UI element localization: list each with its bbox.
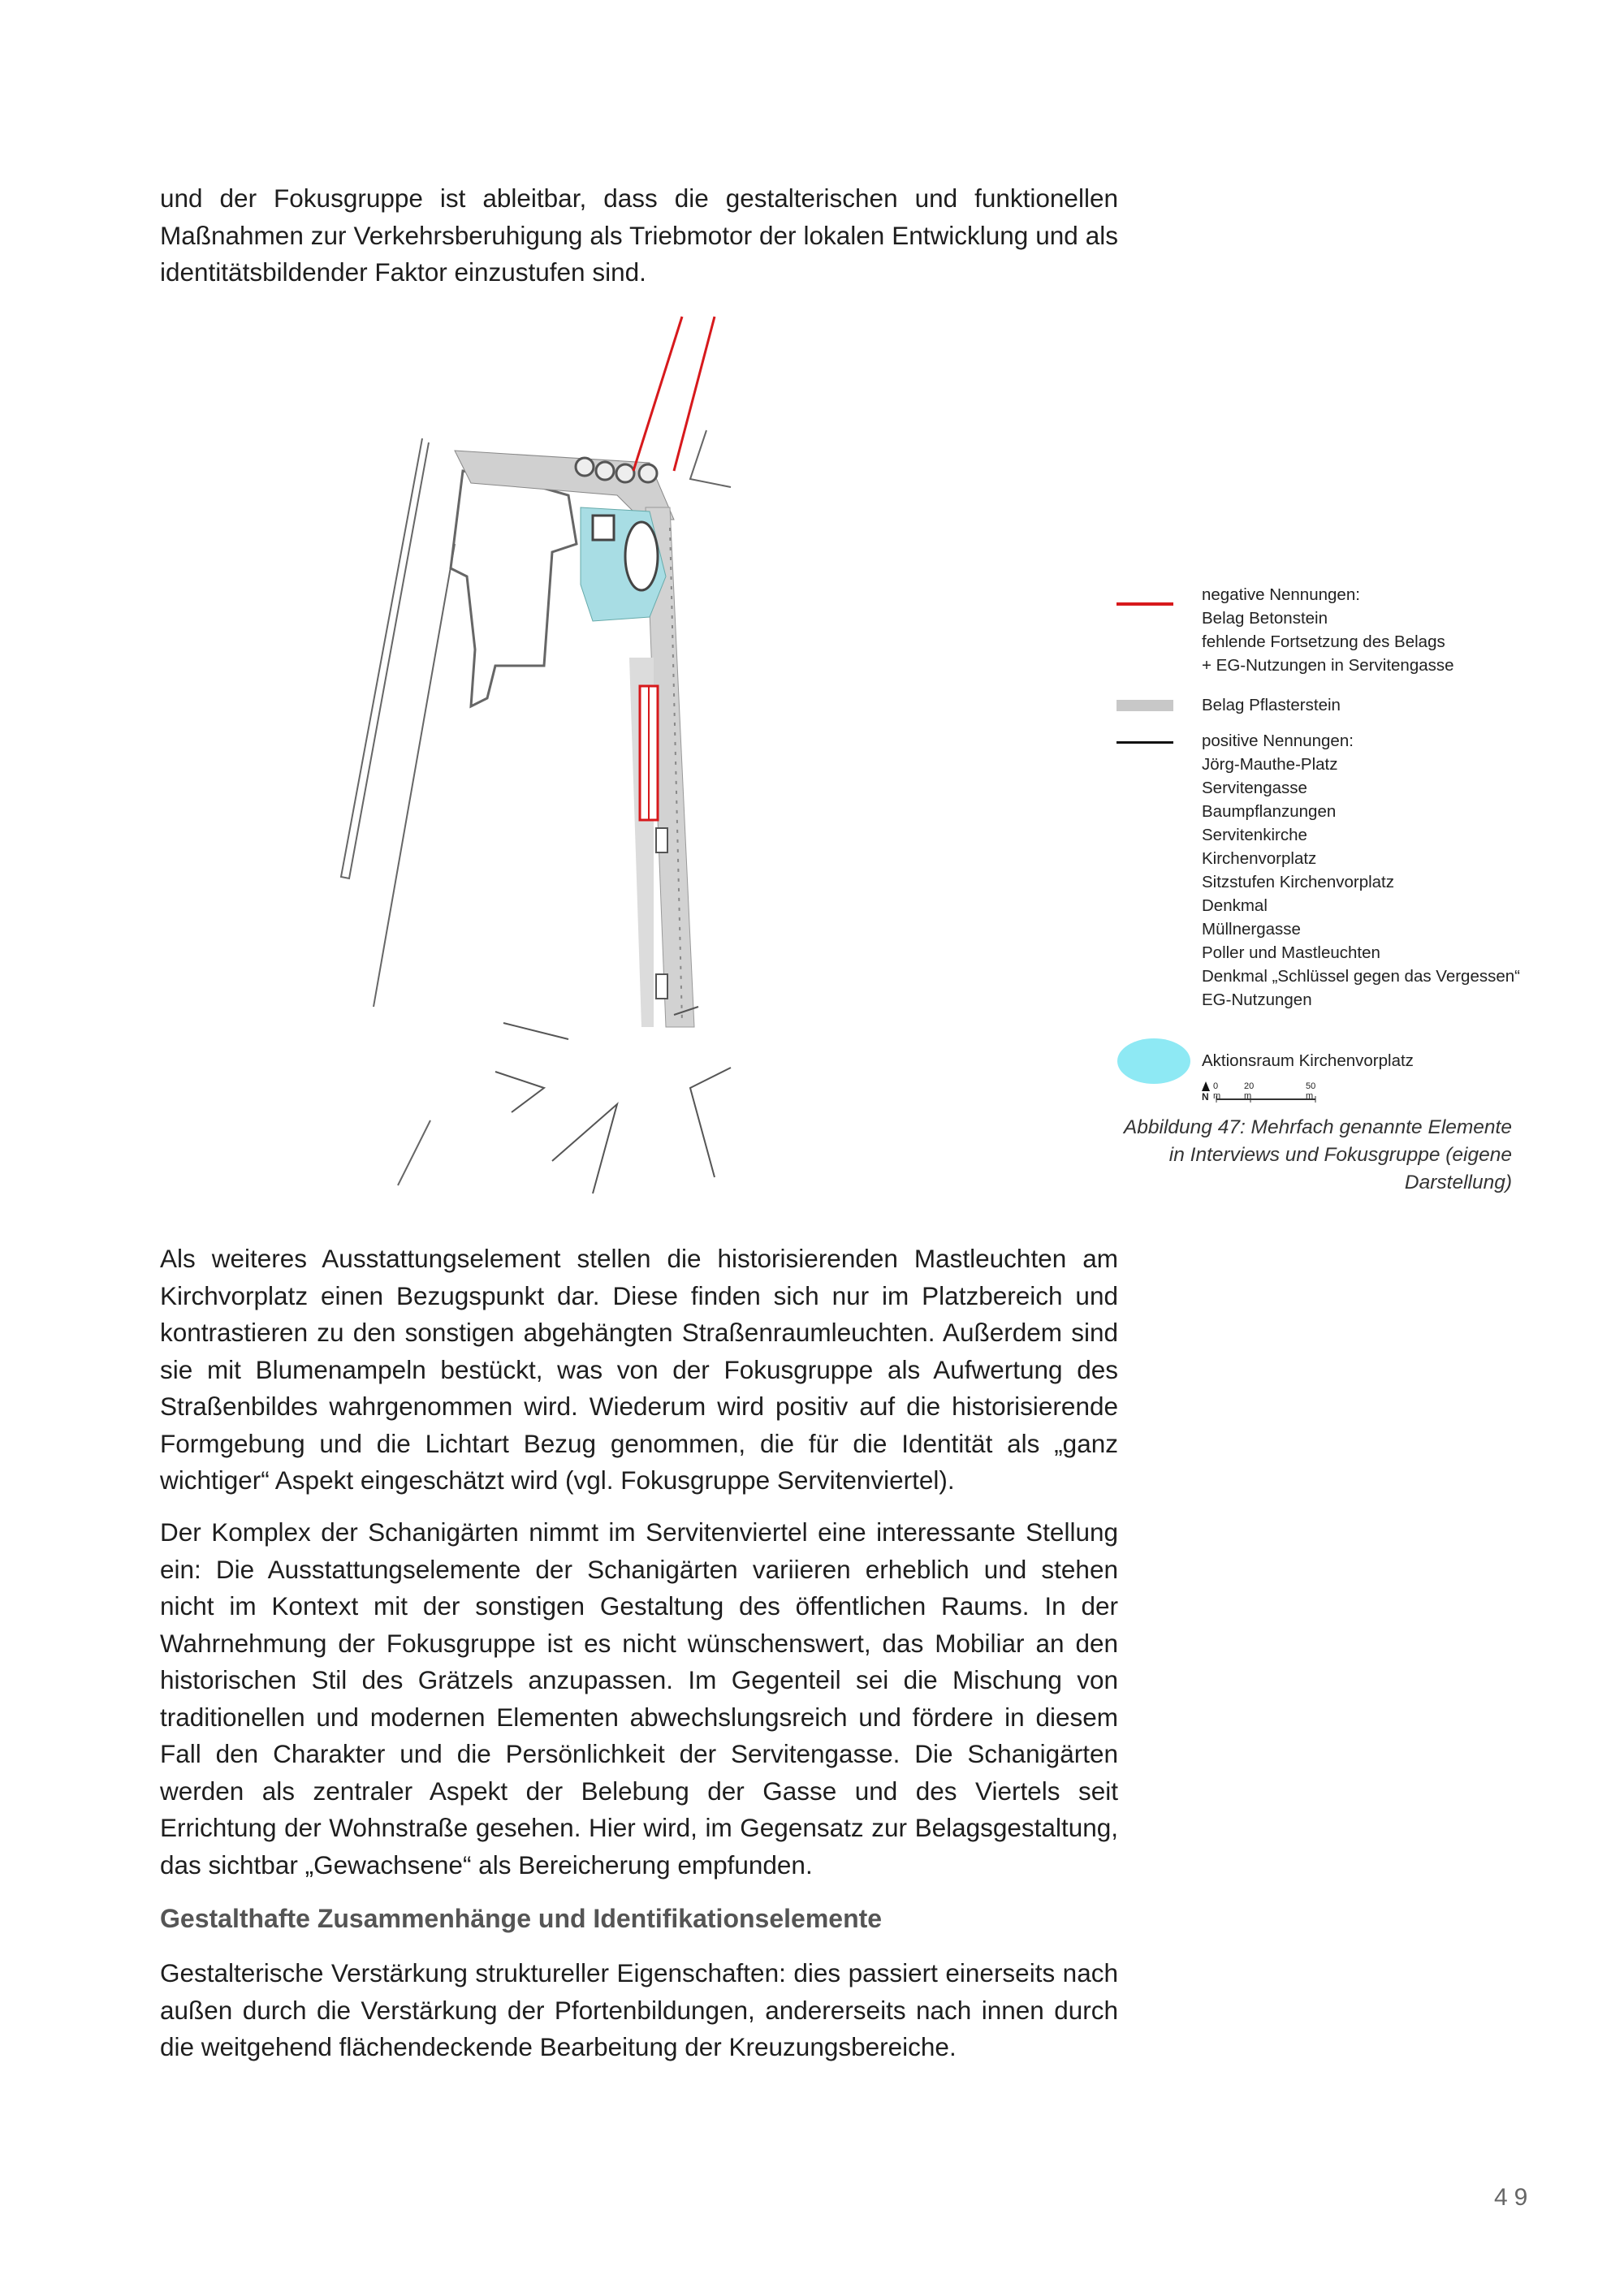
tree-3 bbox=[616, 464, 634, 482]
intersection-line-left bbox=[503, 1023, 568, 1039]
legend-negative-title: negative Nennungen: bbox=[1202, 585, 1360, 604]
legend-paving-label: Belag Pflasterstein bbox=[1202, 696, 1341, 714]
legend-cyan-ellipse bbox=[1116, 1038, 1191, 1085]
body-paragraph: Als weiteres Ausstattungselement stellen die historisierenden Mastleuchten am Kirchvorplatz einen Bezugspunkt dar. Diese finden sich nur im Platzbereich und kontrastieren zu den sonstigen abgehängten Straßenraumleuchten. Außerdem sind sie mit Blumenampeln bestückt, was von der Fokusgruppe als Aufwertung des Straßenbildes wahrgenommen wird. Wiederum wird positiv auf die historisierende Formgebung und die Lichtart Bezug genommen, die für die Identität als „ganz wichtiger“ Aspekt eingeschätzt wird (vgl. Fokusgruppe Servitenviertel). bbox=[160, 1244, 1118, 1495]
legend-positive-item: Kirchenvorplatz bbox=[1202, 849, 1317, 868]
legend-positive-item: Baumpflanzungen bbox=[1202, 802, 1337, 821]
legend-positive-item: Sitzstufen Kirchenvorplatz bbox=[1202, 873, 1395, 891]
legend-gray-swatch bbox=[1116, 700, 1173, 711]
legend-negative-item: + EG-Nutzungen in Servitengasse bbox=[1202, 656, 1454, 675]
north-label: N bbox=[1202, 1091, 1209, 1103]
church-entrance bbox=[593, 516, 614, 540]
legend-red-line-swatch bbox=[1116, 602, 1173, 606]
car-1 bbox=[656, 828, 667, 852]
intro-paragraph: und der Fokusgruppe ist ableitbar, dass die gestalterischen und funktionellen Maßnahmen zur Verkehrsberuhigung als Triebmotor der lokalen Entwicklung und als identitätsbildender Faktor einzustufen sind. bbox=[160, 183, 1118, 287]
intersection-line-3 bbox=[552, 1104, 617, 1193]
car-2 bbox=[656, 974, 667, 999]
legend-positive-item: Denkmal „Schlüssel gegen das Vergessen“ bbox=[1202, 967, 1520, 986]
building-block bbox=[451, 471, 577, 706]
building-outline-right bbox=[690, 430, 731, 487]
scale-label-50: 50 m bbox=[1306, 1081, 1316, 1101]
scale-label-20: 20 m bbox=[1244, 1081, 1255, 1101]
scale-label-0: 0 m bbox=[1213, 1081, 1221, 1101]
legend-negative-item: Belag Betonstein bbox=[1202, 609, 1328, 628]
legend-positive-item: Servitengasse bbox=[1202, 779, 1307, 797]
negative-line-1 bbox=[633, 317, 682, 471]
final-paragraph: Gestalterische Verstärkung struktureller Eigenschaften: dies passiert einerseits nach außen durch die Verstärkung der Pfortenbildungen, andererseits nach innen durch die weitgehend flächendeckende Bearbeitung der Kreuzungsbereiche. bbox=[160, 1958, 1118, 2061]
legend-action-space-label: Aktionsraum Kirchenvorplatz bbox=[1202, 1051, 1414, 1070]
negative-line-2 bbox=[674, 317, 715, 471]
legend-positive-item: Denkmal bbox=[1202, 896, 1268, 915]
legend-positive-item: Müllnergasse bbox=[1202, 920, 1301, 939]
body-paragraph: Der Komplex der Schanigärten nimmt im Servitenviertel eine interessante Stellung ein: Die Ausstattungselemente der Schanigärten variieren erheblich und stehen nicht im Kontext mit der sonstigen Gestaltung des öffentlichen Raums. In der Wahrnehmung der Fokusgruppe ist es nicht wünschenswert, das Mobiliar an den historischen Stil des Grätzels anzupassen. Im Gegenteil sei die Mischung von traditionellen und modernen Elementen abwechslungsreich und fördere in diesem Fall den Charakter und die Persönlichkeit der Servitengasse. Die Schanigärten werden als zentraler Aspekt der Belebung der Gasse und des Viertels seit Errichtung der Wohnstraße gesehen. Hier wird, im Gegensatz zur Belagsgestaltung, das sichtbar „Gewachsene“ als Bereicherung empfunden. bbox=[160, 1517, 1118, 1880]
intersection-line-4 bbox=[690, 1068, 731, 1177]
legend-positive-title: positive Nennungen: bbox=[1202, 732, 1354, 750]
monument-shape bbox=[625, 522, 658, 590]
plaza-paving bbox=[455, 451, 674, 520]
section-heading: Gestalthafte Zusammenhänge und Identifikationselemente bbox=[160, 1904, 883, 1933]
legend-negative-item: fehlende Fortsetzung des Belags bbox=[1202, 632, 1445, 651]
legend-positive-item: EG-Nutzungen bbox=[1202, 990, 1312, 1009]
legend-positive-item: Jörg-Mauthe-Platz bbox=[1202, 755, 1338, 774]
tree-4 bbox=[639, 464, 657, 482]
building-outline-lower bbox=[398, 1120, 430, 1185]
page-number: 49 bbox=[1494, 2184, 1535, 2211]
building-outline-left-long-2 bbox=[374, 544, 455, 1007]
legend-positive-item: Servitenkirche bbox=[1202, 826, 1307, 844]
figure-caption: Abbildung 47: Mehrfach genannte Elemente in Interviews und Fokusgruppe (eigene Darstellung) bbox=[1123, 1116, 1512, 1193]
legend-black-line-swatch bbox=[1116, 740, 1173, 744]
intersection-line-2 bbox=[495, 1072, 544, 1112]
building-outline-left-long bbox=[341, 438, 429, 878]
legend-positive-item: Poller und Mastleuchten bbox=[1202, 943, 1380, 962]
tree-2 bbox=[596, 462, 614, 480]
tree-1 bbox=[576, 458, 594, 476]
site-plan-figure bbox=[309, 309, 747, 1202]
